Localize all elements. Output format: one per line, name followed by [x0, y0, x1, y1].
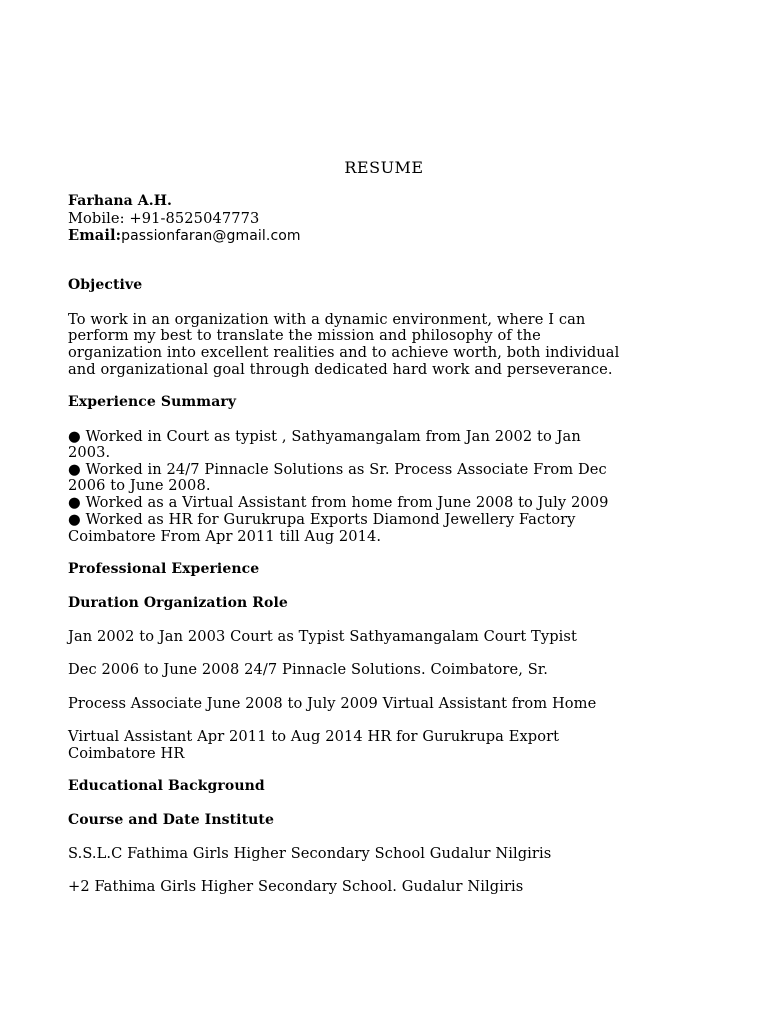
- professional-experience-entry: Virtual Assistant Apr 2011 to Aug 2014 HR for Gurukrupa Export: [68, 728, 560, 745]
- education-entry: +2 Fathima Girls Higher Secondary School. Gudalur Nilgiris: [68, 878, 524, 895]
- candidate-name: Farhana A.H.: [68, 193, 173, 209]
- professional-experience-entry: Coimbatore HR: [68, 745, 185, 762]
- page-title: RESUME: [344, 158, 424, 177]
- experience-summary-line: ● Worked in Court as typist , Sathyamangalam from Jan 2002 to Jan: [68, 428, 581, 445]
- objective-line: To work in an organization with a dynamic environment, where I can: [68, 311, 586, 328]
- education-heading: Educational Background: [68, 778, 265, 794]
- professional-experience-subheading: Duration Organization Role: [68, 595, 288, 611]
- experience-summary-heading: Experience Summary: [68, 394, 237, 410]
- objective-heading: Objective: [68, 277, 143, 293]
- experience-summary-line: 2006 to June 2008.: [68, 477, 211, 494]
- email-value: passionfaran@gmail.com: [121, 228, 301, 244]
- experience-summary-line: ● Worked as HR for Gurukrupa Exports Diamond Jewellery Factory: [68, 511, 576, 528]
- professional-experience-heading: Professional Experience: [68, 561, 260, 577]
- email-label: Email:: [68, 227, 122, 244]
- experience-summary-line: Coimbatore From Apr 2011 till Aug 2014.: [68, 528, 382, 545]
- experience-summary-line: ● Worked in 24/7 Pinnacle Solutions as Sr. Process Associate From Dec: [68, 461, 607, 478]
- experience-summary-line: 2003.: [68, 444, 111, 461]
- objective-line: organization into excellent realities and to achieve worth, both individual: [68, 344, 620, 361]
- professional-experience-entry: Dec 2006 to June 2008 24/7 Pinnacle Solutions. Coimbatore, Sr.: [68, 661, 549, 678]
- education-entry: S.S.L.C Fathima Girls Higher Secondary School Gudalur Nilgiris: [68, 845, 552, 862]
- objective-line: and organizational goal through dedicated hard work and perseverance.: [68, 361, 613, 378]
- experience-summary-line: ● Worked as a Virtual Assistant from home from June 2008 to July 2009: [68, 494, 609, 511]
- professional-experience-entry: Jan 2002 to Jan 2003 Court as Typist Sathyamangalam Court Typist: [68, 628, 577, 645]
- mobile-number: Mobile: +91-8525047773: [68, 210, 260, 227]
- objective-line: perform my best to translate the mission and philosophy of the: [68, 327, 541, 344]
- professional-experience-entry: Process Associate June 2008 to July 2009 Virtual Assistant from Home: [68, 695, 597, 712]
- email-line: [68, 227, 301, 245]
- education-subheading: Course and Date Institute: [68, 812, 274, 828]
